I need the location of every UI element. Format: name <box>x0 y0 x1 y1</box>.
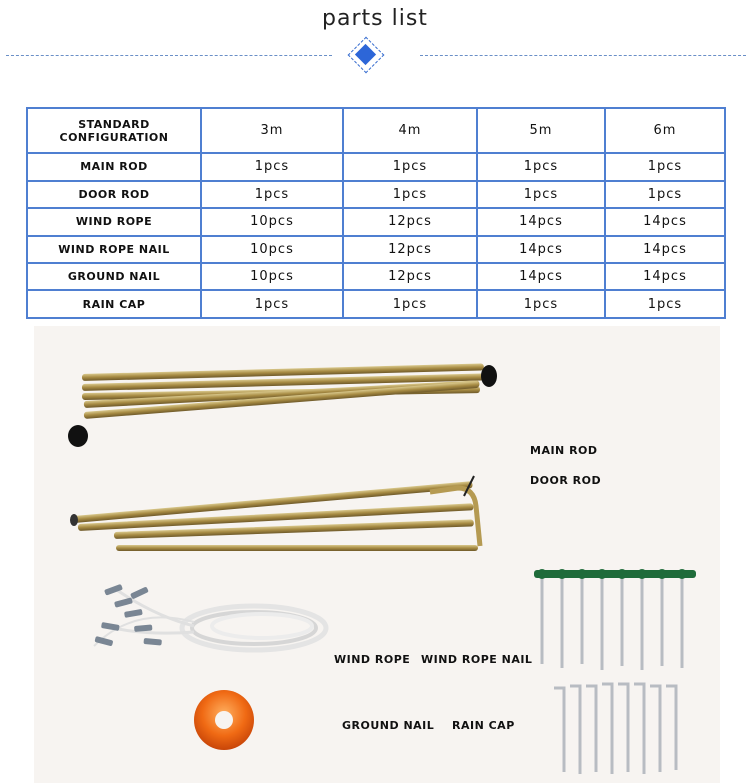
table-cell: 10pcs <box>201 208 343 235</box>
parts-photo <box>34 326 720 783</box>
row-label: WIND ROPE NAIL <box>27 236 201 263</box>
table-cell: 1pcs <box>201 181 343 208</box>
table-row <box>27 153 725 180</box>
table-row <box>27 181 725 208</box>
table-cell: 1pcs <box>201 290 343 318</box>
table-cell: 14pcs <box>477 208 605 235</box>
main-rod-image <box>68 363 497 447</box>
table-row <box>27 290 725 318</box>
table-cell: 10pcs <box>201 236 343 263</box>
table-cell: 14pcs <box>605 208 725 235</box>
table-cell: 12pcs <box>343 208 477 235</box>
wind-rope-nail-label: WIND ROPE NAIL <box>421 653 533 666</box>
table-cell: 1pcs <box>605 290 725 318</box>
door-rod-label: DOOR ROD <box>530 474 602 487</box>
table-cell: 1pcs <box>477 290 605 318</box>
table-cell: 14pcs <box>605 236 725 263</box>
table-cell: 14pcs <box>477 236 605 263</box>
header-cell: 3m <box>201 108 343 153</box>
rain-cap-label: RAIN CAP <box>452 719 515 732</box>
table-row <box>27 208 725 235</box>
header-cell: 4m <box>343 108 477 153</box>
table-header-row <box>27 108 725 153</box>
parts-table <box>26 107 726 319</box>
diamond-icon <box>349 38 383 72</box>
table-cell: 12pcs <box>343 263 477 290</box>
table-row <box>27 236 725 263</box>
row-label: GROUND NAIL <box>27 263 201 290</box>
door-rod-image <box>70 476 480 551</box>
table-cell: 1pcs <box>343 153 477 180</box>
ground-nail-image <box>554 684 676 774</box>
table-cell: 10pcs <box>201 263 343 290</box>
table-cell: 1pcs <box>343 181 477 208</box>
header-cell: STANDARD CONFIGURATION <box>27 108 201 153</box>
page-title: parts list <box>322 6 428 31</box>
table-cell: 1pcs <box>201 153 343 180</box>
row-label: DOOR ROD <box>27 181 201 208</box>
header-cell: 5m <box>477 108 605 153</box>
table-cell: 12pcs <box>343 236 477 263</box>
rain-cap-image <box>194 690 254 750</box>
divider-left <box>6 55 332 56</box>
parts-illustration <box>34 326 720 783</box>
table-cell: 1pcs <box>343 290 477 318</box>
row-label: WIND ROPE <box>27 208 201 235</box>
header-cell: 6m <box>605 108 725 153</box>
table-cell: 1pcs <box>605 181 725 208</box>
main-rod-label: MAIN ROD <box>530 444 598 457</box>
table-cell: 14pcs <box>477 263 605 290</box>
wind-rope-nail-image <box>534 569 696 670</box>
divider-right <box>420 55 746 56</box>
wind-rope-label: WIND ROPE <box>334 653 411 666</box>
wind-rope-image <box>94 584 326 650</box>
row-label: MAIN ROD <box>27 153 201 180</box>
table-row <box>27 263 725 290</box>
table-cell: 1pcs <box>477 181 605 208</box>
table-cell: 1pcs <box>605 153 725 180</box>
ground-nail-label: GROUND NAIL <box>342 719 435 732</box>
table-cell: 1pcs <box>477 153 605 180</box>
row-label: RAIN CAP <box>27 290 201 318</box>
table-cell: 14pcs <box>605 263 725 290</box>
